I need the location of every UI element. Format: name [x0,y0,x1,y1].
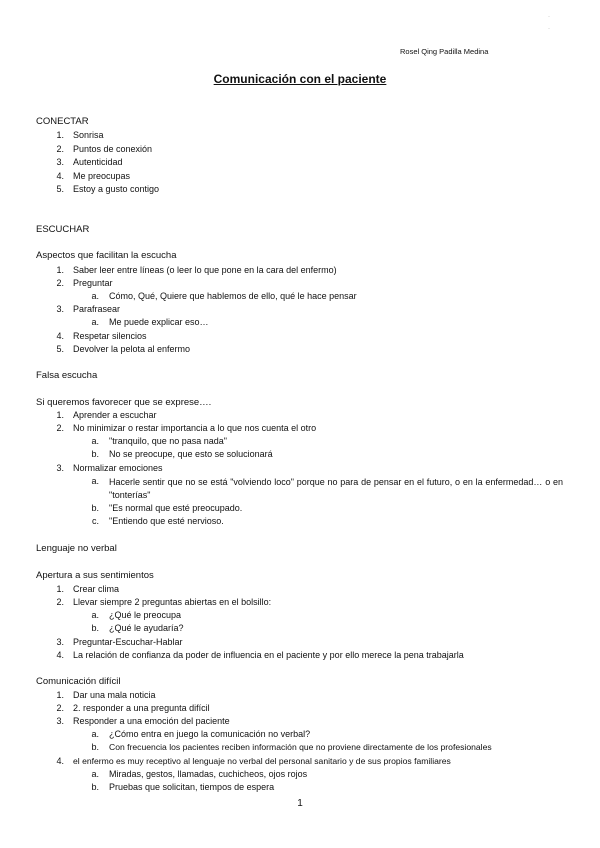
section-heading-lenguaje-no-verbal: Lenguaje no verbal [36,543,117,554]
document-title: Comunicación con el paciente [213,72,387,86]
list-subitem: a. Hacerle sentir que no se está "volviendo loco" porque no para de pensar en el futuro, o en la enfermedad… o en "tonterías" [91,476,563,500]
document-page: · · Rosel Qing Padilla Medina Comunicación con el paciente CONECTAR 1. Sonrisa 2. Puntos de conexión 3. Autenticidad 4. Me preocupas 5. Estoy a gusto contigo ESCUCHAR Aspectos que facilitan la escucha 1. Saber leer entre líneas (o leer lo que pone en la cara del enfermo) 2. Preguntar a. Cómo, Qué, Quiere que hablemos de ello, qué le hace pensar 3. Parafrasear a. Me puede explicar eso… 4. Respetar silencios 5. Devolver la pelota al enfermo Falsa escucha Si queremos favorecer que se exprese…. 1. Aprender a escuchar 2. No minimizar o restar importancia a lo que nos cuenta el otro a. "tranquilo, que no pasa nada" b. No se preocupe, que esto se solucionará 3. Normalizar emociones a. Hacerle sentir que no se está "volviendo loco" porque no para de pensar en el futuro, o en la enfermedad… o en "tonterías" b. "Es normal que esté preocupado. c. "Entiendo que esté nervioso. Lenguaje no verbal Apertura a sus sentimientos 1. Crear clima 2. Llevar siempre 2 preguntas abiertas en el bolsillo: a. ¿Qué le preocupa b. ¿Qué le ayudaría? 3. Preguntar-Escuchar-Hablar 4. La relación de confianza da poder de influencia en el paciente y por ello merece la pena trabajarla Comunicación difícil 1. Dar una mala noticia 2. 2. responder a una pregunta difícil 3. Responder a una emoción del paciente a. ¿Cómo entra en juego la comunicación no verbal? b. Con frecuencia los pacientes reciben información que no proviene directamente de los profesionales 4. el enfermo es muy receptivo al lenguaje no verbal del personal sanitario y de sus propios familiares a. Miradas, gestos, llamadas, cuchicheos, ojos rojos b. Pruebas que solicitan, tiempos de espera 1 [0,0,600,848]
subheading-comunicacion-dificil: Comunicación difícil [36,676,121,687]
section-heading-escuchar: ESCUCHAR [36,224,90,235]
subheading-facilitan: Aspectos que facilitan la escucha [36,250,177,261]
subheading-favorecer: Si queremos favorecer que se exprese…. [36,397,212,408]
scan-mark: · [548,14,550,20]
author-name: Rosel Qing Padilla Medina [400,47,489,56]
section-heading-conectar: CONECTAR [36,116,89,127]
section-heading-falsa-escucha: Falsa escucha [36,370,98,381]
page-number: 1 [297,798,303,809]
scan-mark: · [548,26,550,32]
subheading-apertura: Apertura a sus sentimientos [36,570,154,581]
